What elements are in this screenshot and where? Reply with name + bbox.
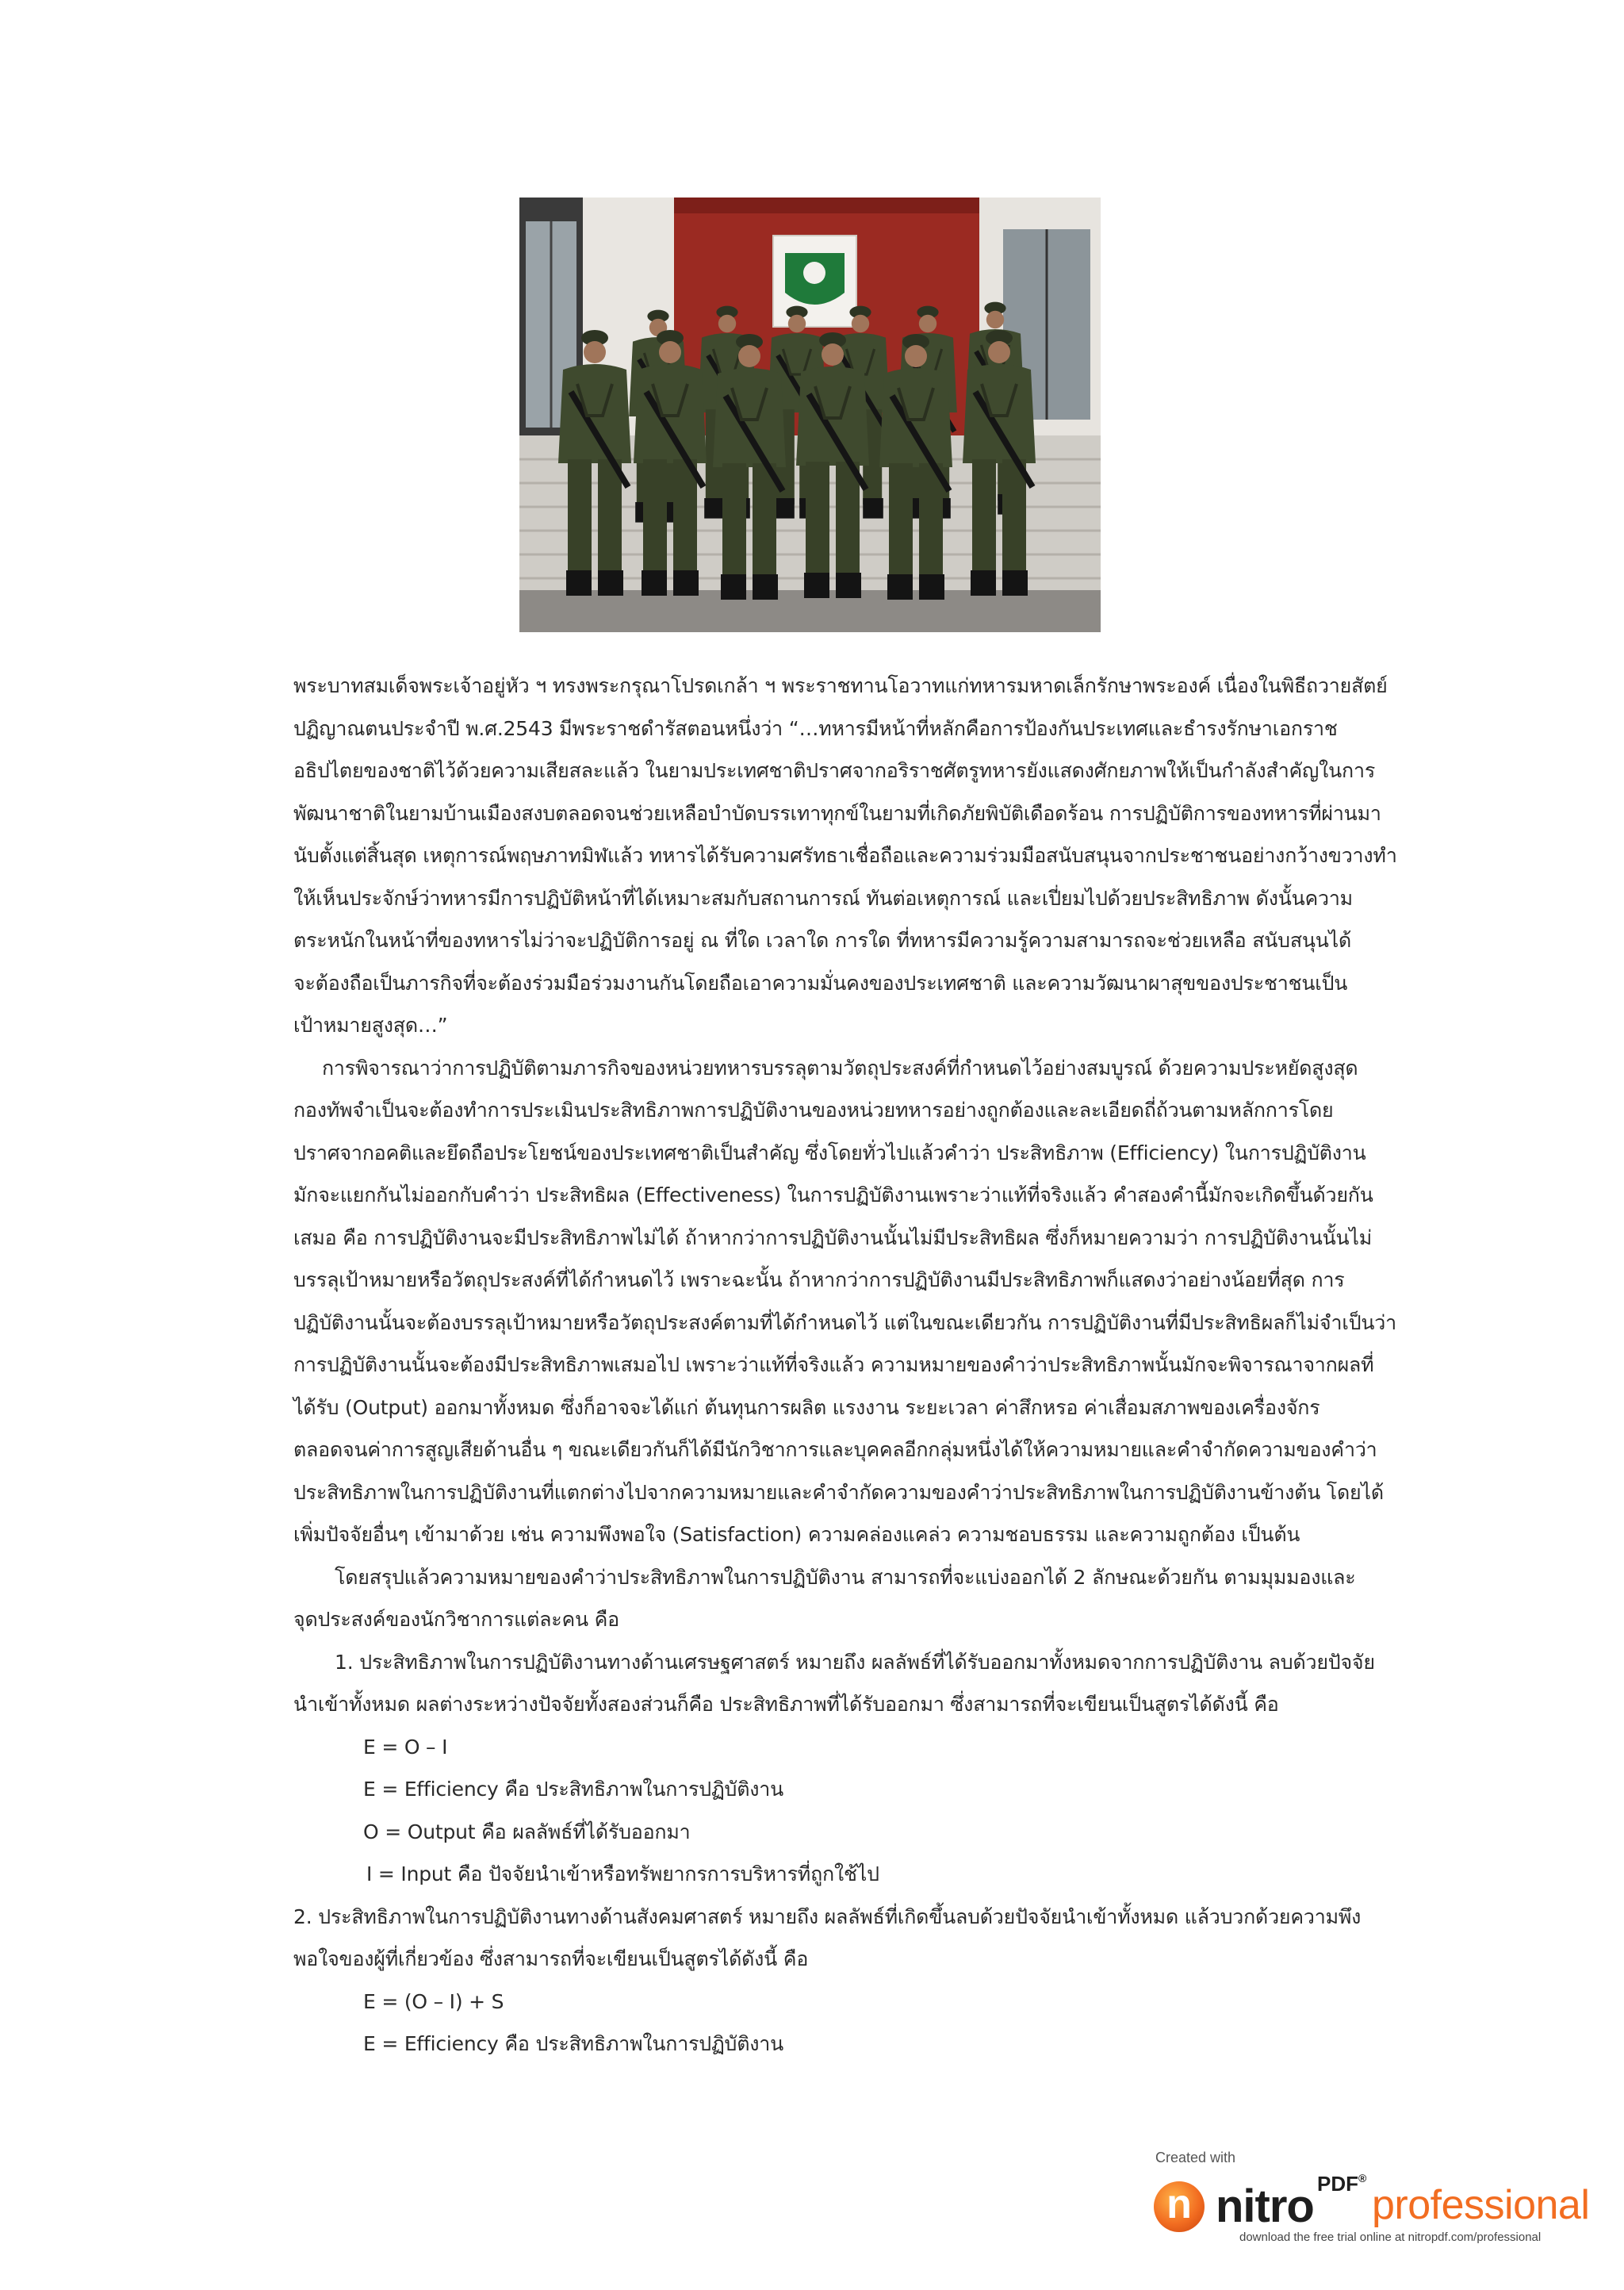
text-line: นับตั้งแต่สิ้นสุด เหตุการณ์พฤษภาทมิฬแล้ว ทหารได้รับความศรัทธาเชื่อถือและความร่วมมือสนับสนุนจากประชาชนอย่างกว้างขวางทำ: [293, 844, 1397, 867]
text-line: E = Efficiency คือ ประสิทธิภาพในการปฏิบัติงาน: [363, 1778, 783, 1801]
text-line: ให้เห็นประจักษ์ว่าทหารมีการปฏิบัติหน้าที่ได้เหมาะสมกับสถานการณ์ ทันต่อเหตุการณ์ และเปี่ยมไปด้วยประสิทธิภาพ ดังนั้นความ: [293, 886, 1353, 910]
text-line: เพิ่มปัจจัยอื่นๆ เข้ามาด้วย เช่น ความพึงพอใจ (Satisfaction) ความคล่องแคล่ว ความชอบธรรม และความถูกต้อง เป็นต้น: [293, 1523, 1300, 1546]
text-line: 2. ประสิทธิภาพในการปฏิบัติงานทางด้านสังคมศาสตร์ หมายถึง ผลลัพธ์ที่เกิดขึ้นลบด้วยปัจจัยนำเข้าทั้งหมด แล้วบวกด้วยความพึง: [293, 1904, 1362, 1928]
text-line: E = (O – I) + S: [363, 1989, 504, 2013]
text-line: ประสิทธิภาพในการปฏิบัติงานที่แตกต่างไปจากความหมายและคำจำกัดความของคำว่าประสิทธิภาพในการปฏิบัติงานข้างต้น โดยได้: [293, 1480, 1384, 1504]
soldiers-photo-drawing: [519, 198, 1101, 632]
watermark-brand-sup: PDF®: [1317, 2172, 1367, 2196]
text-line: เสมอ คือ การปฏิบัติงานจะมีประสิทธิภาพไม่ได้ ถ้าหากว่าการปฏิบัติงานนั้นไม่มีประสิทธิผล ซึ่งก็หมายความว่า การปฏิบัติงานนั้นไม่: [293, 1226, 1373, 1249]
watermark-brand: nitro: [1216, 2181, 1314, 2232]
text-line: 1. ประสิทธิภาพในการปฏิบัติงานทางด้านเศรษฐศาสตร์ หมายถึง ผลลัพธ์ที่ได้รับออกมาทั้งหมดจากการปฏิบัติงาน ลบด้วยปัจจัย: [335, 1650, 1375, 1674]
watermark-created-with: Created with: [1155, 2150, 1236, 2165]
text-line: E = O – I: [363, 1735, 448, 1759]
text-line: การปฏิบัติงานนั้นจะต้องมีประสิทธิภาพเสมอไป เพราะว่าแท้ที่จริงแล้ว ความหมายของคำว่าประสิทธิภาพนั้นมักจะพิจารณาจากผลที่: [293, 1353, 1374, 1376]
text-line: เป้าหมายสูงสุด…”: [293, 1014, 448, 1037]
text-line: ปฏิญาณตนประจำปี พ.ศ.2543 มีพระราชดำรัสตอนหนึ่งว่า “…ทหารมีหน้าที่หลักคือการป้องกันประเทศและธำรงรักษาเอกราช: [293, 716, 1338, 740]
text-line: อธิปไตยของชาติไว้ด้วยความเสียสละแล้ว ในยามประเทศชาติปราศจากอริราชศัตรูทหารยังแสดงศักยภาพให้เป็นกำลังสำคัญในการ: [293, 759, 1376, 782]
nitro-logo-icon: [1154, 2181, 1205, 2232]
text-line: โดยสรุปแล้วความหมายของคำว่าประสิทธิภาพในการปฏิบัติงาน สามารถที่จะแบ่งออกได้ 2 ลักษณะด้วยกัน ตามมุมมองและ: [335, 1565, 1356, 1589]
text-line: O = Output คือ ผลลัพธ์ที่ได้รับออกมา: [363, 1820, 691, 1843]
text-line: มักจะแยกกันไม่ออกกับคำว่า ประสิทธิผล (Effectiveness) ในการปฏิบัติงานเพราะว่าแท้ที่จริงแล้ว คำสองคำนี้มักจะเกิดขึ้นด้วยกัน: [293, 1183, 1373, 1206]
text-line: นำเข้าทั้งหมด ผลต่างระหว่างปัจจัยทั้งสองส่วนก็คือ ประสิทธิภาพที่ได้รับออกมา ซึ่งสามารถที่จะเขียนเป็นสูตรได้ดังนี้ คือ: [293, 1693, 1279, 1716]
text-line: พอใจของผู้ที่เกี่ยวข้อง ซึ่งสามารถที่จะเขียนเป็นสูตรได้ดังนี้ คือ: [293, 1947, 809, 1970]
text-line: จะต้องถือเป็นภารกิจที่จะต้องร่วมมือร่วมงานกันโดยถือเอาความมั่นคงของประเทศชาติ และความวัฒนาผาสุขของประชาชนเป็น: [293, 971, 1348, 995]
text-line: บรรลุเป้าหมายหรือวัตถุประสงค์ที่ได้กำหนดไว้ เพราะฉะนั้น ถ้าหากว่าการปฏิบัติงานมีประสิทธิภาพก็แสดงว่าอย่างน้อยที่สุด การ: [293, 1268, 1345, 1291]
document-body: [293, 665, 1427, 2066]
text-line: E = Efficiency คือ ประสิทธิภาพในการปฏิบัติงาน: [363, 2032, 783, 2055]
text-line: พระบาทสมเด็จพระเจ้าอยู่หัว ฯ ทรงพระกรุณาโปรดเกล้า ฯ พระราชทานโอวาทแก่ทหารมหาดเล็กรักษาพระองค์ เนื่องในพิธีถวายสัตย์: [293, 674, 1388, 697]
watermark-product: professional: [1372, 2182, 1590, 2228]
text-line: I = Input คือ ปัจจัยนำเข้าหรือทรัพยากรการบริหารที่ถูกใช้ไป: [366, 1862, 879, 1885]
text-line: พัฒนาชาติในยามบ้านเมืองสงบตลอดจนช่วยเหลือบำบัดบรรเทาทุกข์ในยามที่เกิดภัยพิบัติเดือดร้อน การปฏิบัติการของทหารที่ผ่านมา: [293, 801, 1381, 825]
text-line: ได้รับ (Output) ออกมาทั้งหมด ซึ่งก็อาจจะได้แก่ ต้นทุนการผลิต แรงงาน ระยะเวลา ค่าสึกหรอ ค่าเสื่อมสภาพของเครื่องจักร: [293, 1395, 1320, 1419]
text-line: ปฏิบัติงานนั้นจะต้องบรรลุเป้าหมายหรือวัตถุประสงค์ตามที่ได้กำหนดไว้ แต่ในขณะเดียวกัน การปฏิบัติงานที่มีประสิทธิผลก็ไม่จำเป็นว่า: [293, 1310, 1396, 1334]
text-line: ตระหนักในหน้าที่ของทหารไม่ว่าจะปฏิบัติการอยู่ ณ ที่ใด เวลาใด การใด ที่ทหารมีความรู้ความสามารถจะช่วยเหลือ สนับสนุนได้: [293, 929, 1352, 952]
nitro-watermark: [1154, 2150, 1614, 2245]
text-line: จุดประสงค์ของนักวิชาการแต่ละคน คือ: [293, 1608, 619, 1631]
soldiers-photo: [519, 198, 1101, 632]
text-line: กองทัพจำเป็นจะต้องทำการประเมินประสิทธิภาพการปฏิบัติงานของหน่วยทหารอย่างถูกต้องและละเอียดถี่ถ้วนตามหลักการโดย: [293, 1099, 1334, 1122]
text-line: ปราศจากอคติและยึดถือประโยชน์ของประเทศชาติเป็นสำคัญ ซึ่งโดยทั่วไปแล้วคำว่า ประสิทธิภาพ (Efficiency) ในการปฏิบัติงาน: [293, 1141, 1366, 1164]
watermark-tagline: download the free trial online at nitropdf.com/professional: [1239, 2231, 1542, 2244]
text-line: การพิจารณาว่าการปฏิบัติตามภารกิจของหน่วยทหารบรรลุตามวัตถุประสงค์ที่กำหนดไว้อย่างสมบูรณ์ ด้วยความประหยัดสูงสุด: [322, 1056, 1358, 1080]
text-line: ตลอดจนค่าการสูญเสียด้านอื่น ๆ ขณะเดียวกันก็ได้มีนักวิชาการและบุคคลอีกกลุ่มหนึ่งได้ให้ความหมายและคำจำกัดความของคำว่า: [293, 1438, 1377, 1461]
